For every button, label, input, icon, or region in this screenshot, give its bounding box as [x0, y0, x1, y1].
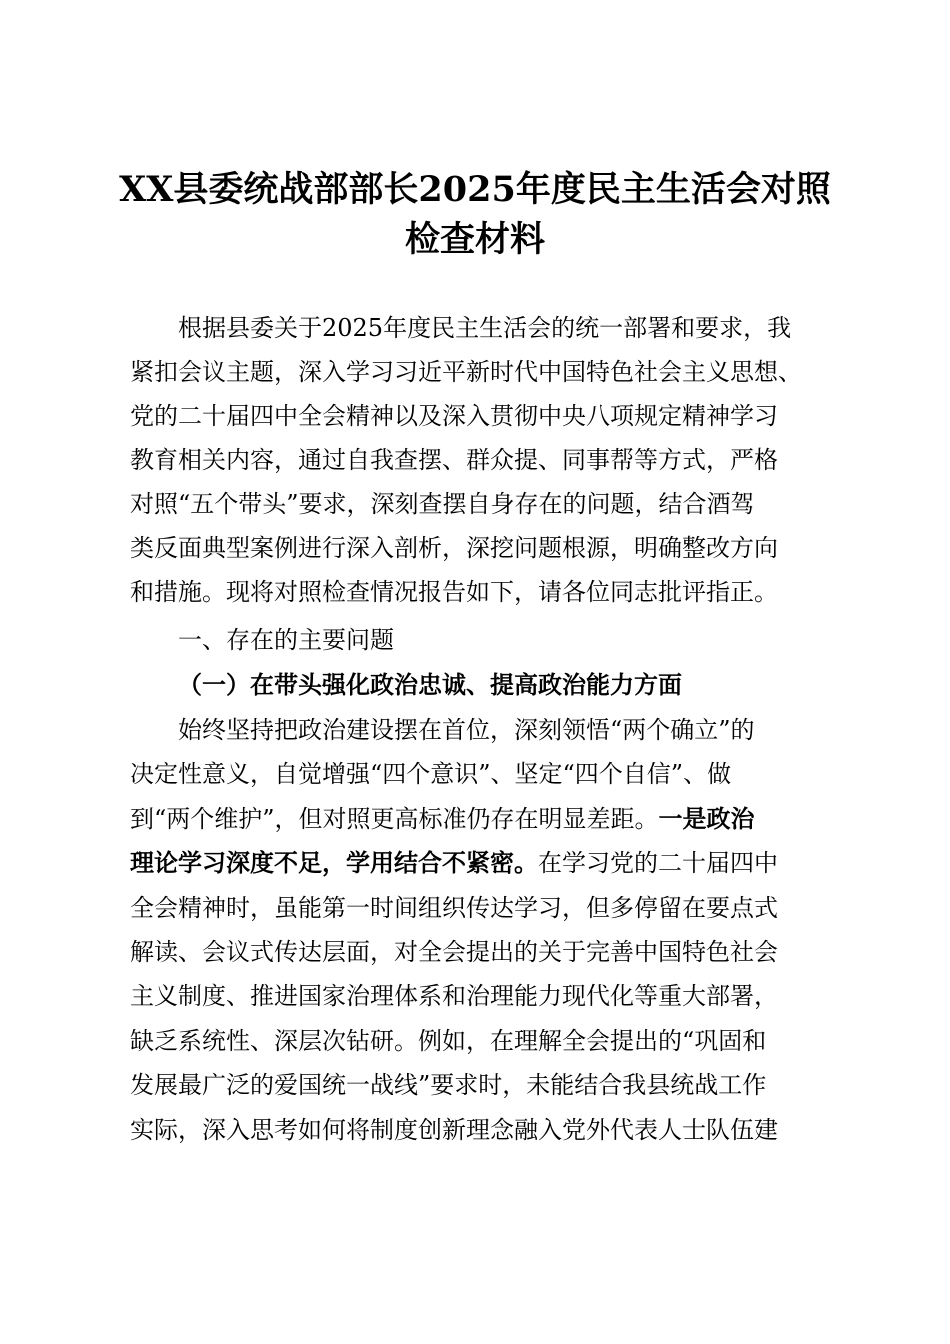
body-emphasis: 一是政治 [658, 804, 755, 833]
intro-line: 教育相关内容，通过自我查摆、群众提、同事帮等方式，严格 [130, 446, 778, 474]
subsection-heading: （一）在带头强化政治忠诚、提高政治能力方面 [178, 671, 682, 699]
intro-line: 党的二十届四中全会精神以及深入贯彻中央八项规定精神学习 [130, 402, 778, 430]
intro-line: 紧扣会议主题，深入学习习近平新时代中国特色社会主义思想、 [130, 358, 802, 386]
body-line: 发展最广泛的爱国统一战线”要求时，未能结合我县统战工作 [130, 1071, 767, 1099]
body-line: 始终坚持把政治建设摆在首位，深刻领悟“两个确立”的 [178, 716, 755, 744]
body-line: 决定性意义，自觉增强“四个意识”、坚定“四个自信”、做 [130, 760, 732, 788]
body-line [130, 841, 830, 885]
intro-line: 和措施。现将对照检查情况报告如下，请各位同志批评指正。 [130, 578, 778, 606]
body-line: 实际，深入思考如何将制度创新理念融入党外代表人士队伍建 [130, 1116, 778, 1144]
body-line [130, 797, 830, 841]
document-title-line-1: XX县委统战部部长2025年度民主生活会对照 [119, 169, 831, 210]
body-line: 解读、会议式传达层面，对全会提出的关于完善中国特色社会 [130, 938, 778, 966]
body-text: 在学习党的二十届四中 [538, 849, 778, 877]
body-line: 主义制度、推进国家治理体系和治理能力现代化等重大部署， [130, 982, 778, 1010]
body-emphasis: 理论学习深度不足，学用结合不紧密。 [130, 848, 538, 877]
body-line: 缺乏系统性、深层次钻研。例如，在理解全会提出的“巩固和 [130, 1027, 767, 1055]
body-text: 到“两个维护”，但对照更高标准仍存在明显差距。 [130, 805, 659, 833]
section-heading: 一、存在的主要问题 [178, 626, 394, 654]
document-title-line-2: 检查材料 [404, 219, 545, 260]
intro-line: 类反面典型案例进行深入剖析，深挖问题根源，明确整改方向 [130, 534, 778, 562]
intro-line: 对照“五个带头”要求，深刻查摆自身存在的问题，结合酒驾 [130, 490, 755, 518]
intro-line: 根据县委关于2025年度民主生活会的统一部署和要求，我 [178, 314, 792, 342]
body-line: 全会精神时，虽能第一时间组织传达学习，但多停留在要点式 [130, 894, 778, 922]
